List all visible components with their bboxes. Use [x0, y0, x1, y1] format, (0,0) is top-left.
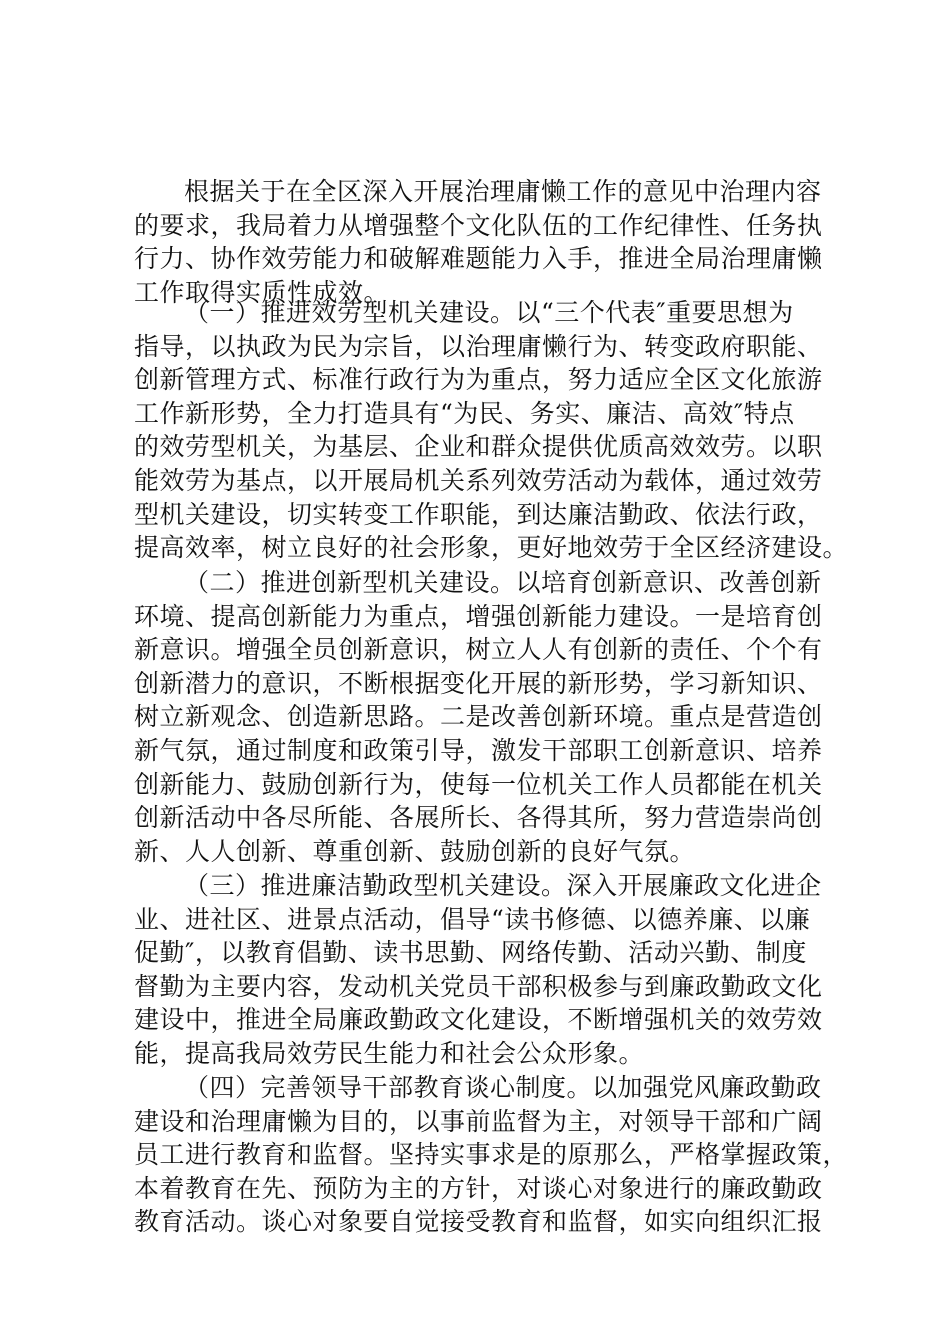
paragraph-intro [134, 175, 834, 309]
paragraph-line: 的效劳型机关，为基层、企业和群众提供优质高效效劳。以职 [134, 432, 823, 462]
paragraph-section-1 [134, 296, 849, 565]
paragraph-line: 创新管理方式、标准行政行为为重点，努力适应全区文化旅游 [134, 365, 823, 395]
paragraph-line: 教育活动。谈心对象要自觉接受教育和监督，如实向组织汇报 [134, 1207, 823, 1237]
paragraph-line: 提高效率，树立良好的社会形象，更好地效劳于全区经济建设。 [134, 533, 849, 563]
paragraph-line: 树立新观念、创造新思路。二是改善创新环境。重点是营造创 [134, 702, 823, 732]
paragraph-line: 业、进社区、进景点活动，倡导“读书修德、以德养廉、以廉 [134, 904, 811, 934]
paragraph-line: 指导，以执政为民为宗旨，以治理庸懒行为、转变政府职能、 [134, 331, 823, 361]
paragraph-line: 促勤″，以教育倡勤、读书思勤、网络传勤、活动兴勤、制度 [134, 938, 807, 968]
paragraph-section-3 [134, 869, 834, 1071]
paragraph-line: 型机关建设，切实转变工作职能，到达廉洁勤政、依法行政， [134, 499, 823, 529]
paragraph-section-4 [134, 1071, 849, 1239]
paragraph-line: 新气氛，通过制度和政策引导，激发干部职工创新意识、培养 [134, 735, 823, 765]
paragraph-line: 行力、协作效劳能力和破解难题能力入手，推进全局治理庸懒 [134, 244, 823, 274]
paragraph-line: 能，提高我局效劳民生能力和社会公众形象。 [134, 1038, 645, 1068]
paragraph-line: 工作取得实质性成效。 [134, 277, 390, 307]
paragraph-line: 环境、提高创新能力为重点，增强创新能力建设。一是培育创 [134, 601, 823, 631]
paragraph-line: 新、人人创新、尊重创新、鼓励创新的良好气氛。 [134, 836, 696, 866]
paragraph-section-2 [134, 566, 834, 868]
paragraph-line: （二）推进创新型机关建设。以培育创新意识、改善创新 [184, 568, 822, 597]
paragraph-line: 员工进行教育和监督。坚持实事求是的原那么，严格掌握政策， [134, 1140, 849, 1170]
paragraph-line: 创新活动中各尽所能、各展所长、各得其所，努力营造崇尚创 [134, 803, 823, 833]
paragraph-line: 建设和治理庸懒为目的，以事前监督为主，对领导干部和广阔 [134, 1106, 823, 1136]
paragraph-line: 能效劳为基点，以开展局机关系列效劳活动为载体，通过效劳 [134, 465, 823, 495]
paragraph-line: （三）推进廉洁勤政型机关建设。深入开展廉政文化进企 [184, 871, 822, 900]
paragraph-line: （四）完善领导干部教育谈心制度。以加强党风廉政勤政 [184, 1073, 822, 1102]
paragraph-line: 建设中，推进全局廉政勤政文化建设，不断增强机关的效劳效 [134, 1005, 823, 1035]
paragraph-line: （一）推进效劳型机关建设。以“三个代表″重要思想为 [184, 298, 794, 327]
paragraph-line: 创新能力、鼓励创新行为，使每一位机关工作人员都能在机关 [134, 769, 823, 799]
paragraph-line: 督勤为主要内容，发动机关党员干部积极参与到廉政勤政文化 [134, 971, 823, 1001]
paragraph-line: 本着教育在先、预防为主的方针，对谈心对象进行的廉政勤政 [134, 1173, 823, 1203]
paragraph-line: 新意识。增强全员创新意识，树立人人有创新的责任、个个有 [134, 635, 823, 665]
paragraph-line: 工作新形势，全力打造具有“为民、务实、廉洁、高效″特点 [134, 398, 795, 428]
paragraph-line: 根据关于在全区深入开展治理庸懒工作的意见中治理内容 [184, 177, 822, 206]
paragraph-line: 创新潜力的意识，不断根据变化开展的新形势，学习新知识、 [134, 668, 823, 698]
paragraph-line: 的要求，我局着力从增强整个文化队伍的工作纪律性、任务执 [134, 210, 823, 240]
